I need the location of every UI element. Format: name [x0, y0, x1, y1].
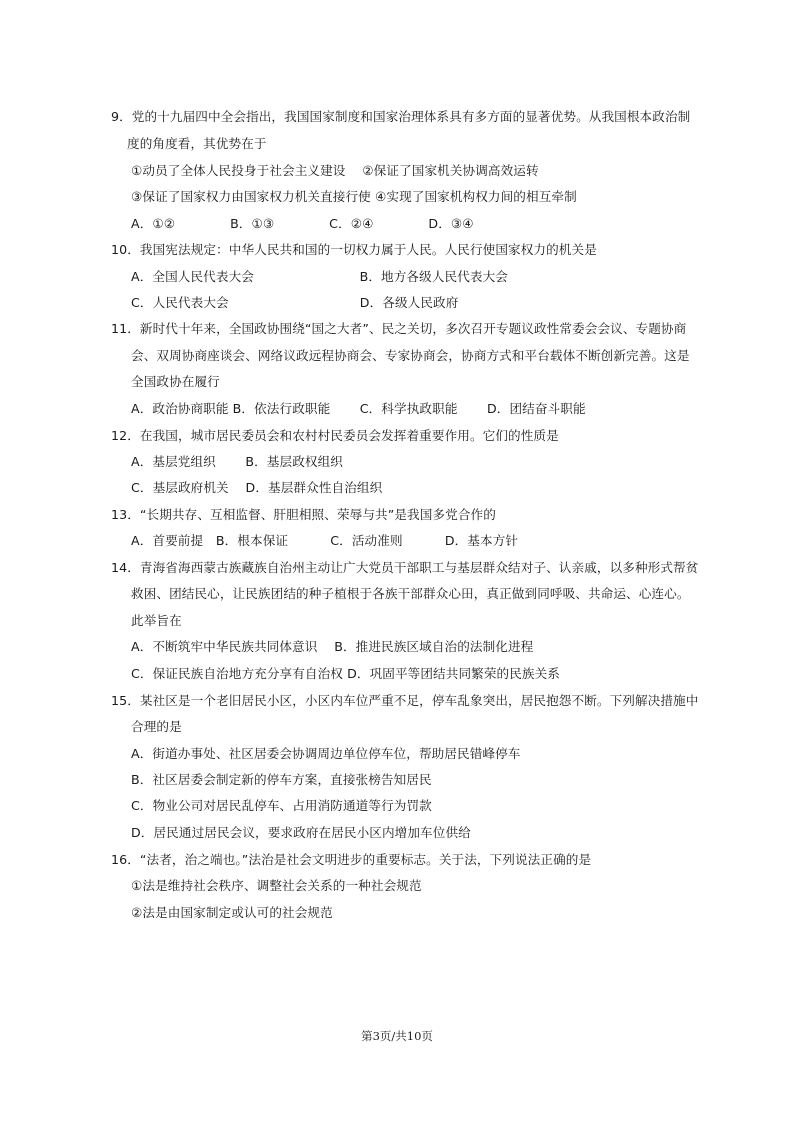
question-13-options: A．首要前提 B．根本保证 C．活动准则 D．基本方针 [131, 533, 519, 548]
question-14-options-a-b: A．不断筑牢中华民族共同体意识 B．推进民族区域自治的法制化进程 [131, 639, 534, 654]
question-16-statement-2: ②法是由国家制定或认可的社会规范 [131, 905, 333, 920]
question-12-options-a-b: A．基层党组织 B．基层政权组织 [131, 454, 343, 469]
question-13-stem: 13．“长期共存、互相监督、肝胆相照、荣辱与共”是我国多党合作的 [111, 507, 496, 522]
question-16-stem: 16．“法者，治之端也。”法治是社会文明进步的重要标志。关于法，下列说法正确的是 [111, 852, 592, 867]
question-9-options: A．①② B．①③ C．②④ D．③④ [131, 216, 474, 231]
question-14-stem-line-3: 此举旨在 [131, 613, 182, 628]
question-11-stem-line-3: 全国政协在履行 [131, 374, 220, 389]
question-12-stem: 12．在我国，城市居民委员会和农村村民委员会发挥着重要作用。它们的性质是 [111, 428, 559, 443]
question-16-statement-1: ①法是维持社会秩序、调整社会关系的一种社会规范 [131, 878, 422, 893]
question-12-options-c-d: C．基层政府机关 D．基层群众性自治组织 [131, 480, 383, 495]
question-15-option-d: D．居民通过居民会议，要求政府在居民小区内增加车位供给 [131, 825, 471, 840]
question-10-options-a-b: A．全国人民代表大会 B．地方各级人民代表大会 [131, 269, 508, 284]
question-15-option-a: A．街道办事处、社区居委会协调周边单位停车位，帮助居民错峰停车 [131, 746, 521, 761]
question-15-option-b: B．社区居委会制定新的停车方案，直接张榜告知居民 [131, 772, 432, 787]
question-15-stem-line-1: 15．某社区是一个老旧居民小区，小区内车位严重不足，停车乱象突出，居民抱怨不断。下列解决措施中 [111, 693, 699, 708]
question-14-stem-line-1: 14．青海省海西蒙古族藏族自治州主动让广大党员干部职工与基层群众结对子、认亲戚，以多种形式帮贫 [111, 560, 699, 575]
question-11-options: A．政治协商职能 B．依法行政职能 C．科学执政职能 D．团结奋斗职能 [131, 401, 586, 416]
page-number-footer: 第3页/共10页 [361, 1029, 433, 1043]
question-11-stem-line-2: 会、双周协商座谈会、网络议政远程协商会、专家协商会，协商方式和平台载体不断创新完善。这是 [131, 348, 690, 363]
question-14-stem-line-2: 救困、团结民心，让民族团结的种子植根于各族干部群众心田，真正做到同呼吸、共命运、心连心。 [131, 586, 690, 601]
question-14-options-c-d: C．保证民族自治地方充分享有自治权 D．巩固平等团结共同繁荣的民族关系 [131, 666, 560, 681]
question-15-option-c: C．物业公司对居民乱停车、占用消防通道等行为罚款 [131, 798, 432, 813]
question-10-stem: 10．我国宪法规定：中华人民共和国的一切权力属于人民。人民行使国家权力的机关是 [111, 242, 597, 257]
question-9-stem-line-2: 度的角度看，其优势在于 [127, 136, 267, 151]
question-10-options-c-d: C．人民代表大会 D．各级人民政府 [131, 295, 459, 310]
question-9-statement-3-4: ③保证了国家权力由国家权力机关直接行使 ④实现了国家机构权力间的相互牵制 [131, 189, 577, 204]
question-15-stem-line-2: 合理的是 [131, 719, 182, 734]
question-9-stem-line-1: 9．党的十九届四中全会指出，我国国家制度和国家治理体系具有多方面的显著优势。从我国根本政治制 [111, 109, 691, 124]
question-9-statement-1-2: ①动员了全体人民投身于社会主义建设 ②保证了国家机关协调高效运转 [131, 163, 539, 178]
question-11-stem-line-1: 11．新时代十年来，全国政协围绕“国之大者”、民之关切，多次召开专题议政性常委会会议、专题协商 [111, 321, 687, 336]
